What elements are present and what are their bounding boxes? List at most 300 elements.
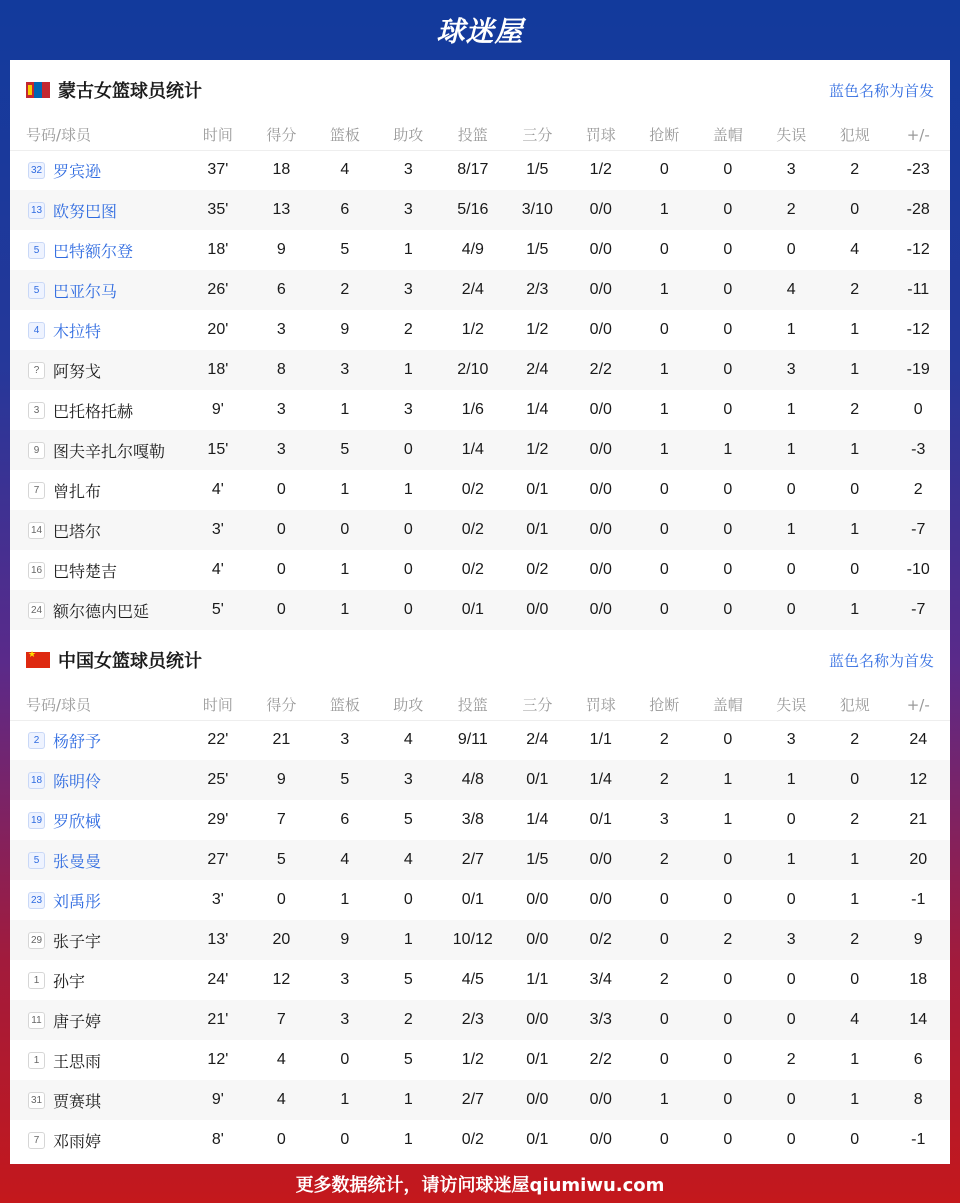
stat-cell: 2/3 bbox=[440, 1000, 506, 1040]
stat-cell: -1 bbox=[911, 891, 926, 908]
stat-cell: 0 bbox=[723, 321, 733, 338]
stat-cell: 0 bbox=[659, 1051, 669, 1068]
stat-cell: 1 bbox=[723, 811, 733, 828]
stat-cell: 9/11 bbox=[457, 731, 488, 749]
player-name-link[interactable]: 刘禹彤 bbox=[53, 891, 102, 911]
stat-cell: 4 bbox=[276, 1051, 286, 1068]
team-title: 蒙古女篮球员统计 bbox=[58, 81, 202, 102]
stat-cell: 5 bbox=[403, 971, 413, 988]
stat-cell: 0 bbox=[696, 840, 759, 880]
stat-cell: 0/1 bbox=[526, 481, 549, 498]
column-header: 抢断 bbox=[633, 120, 696, 150]
stat-cell: 4 bbox=[340, 161, 350, 179]
stat-cell: 1 bbox=[823, 350, 886, 390]
table-row[interactable] bbox=[10, 1120, 950, 1160]
stat-cell: 14 bbox=[886, 1000, 950, 1040]
player-name-link[interactable]: 贾赛琪 bbox=[53, 1091, 102, 1111]
stat-cell: 3/3 bbox=[569, 1000, 632, 1040]
stat-cell: 0 bbox=[340, 1131, 350, 1148]
stat-cell: 4' bbox=[211, 561, 224, 578]
player-name-link[interactable]: 额尔德内巴延 bbox=[53, 601, 150, 621]
stat-cell: 20 bbox=[886, 840, 950, 880]
stat-cell: 2 bbox=[823, 270, 886, 310]
table-row[interactable] bbox=[10, 550, 950, 590]
player-cell bbox=[10, 550, 186, 590]
stat-cell: 0 bbox=[723, 561, 733, 578]
stat-cell: 1 bbox=[633, 270, 696, 310]
stat-cell: 0/2 bbox=[569, 920, 632, 960]
stat-cell: 0 bbox=[377, 590, 440, 630]
stat-cell: 2 bbox=[786, 1051, 796, 1068]
stat-cell: 0 bbox=[659, 481, 669, 498]
player-cell bbox=[10, 1000, 186, 1040]
stat-cell: 1 bbox=[850, 1051, 860, 1068]
stat-cell: 12 bbox=[272, 971, 291, 988]
jersey-number-badge: 14 bbox=[28, 522, 45, 539]
stat-cell: 0 bbox=[403, 561, 413, 578]
stat-cell: 0/0 bbox=[589, 1131, 612, 1148]
stat-cell: -12 bbox=[906, 321, 930, 338]
column-header: 时间 bbox=[186, 120, 249, 150]
stat-cell: -19 bbox=[886, 350, 950, 390]
table-row[interactable] bbox=[10, 430, 950, 470]
player-name-link[interactable]: 罗欣棫 bbox=[53, 811, 102, 831]
mongolia-flag-icon bbox=[26, 82, 50, 98]
stat-cell: 1 bbox=[823, 510, 886, 550]
player-stats-table bbox=[10, 120, 950, 630]
player-name-link[interactable]: 欧努巴图 bbox=[53, 201, 118, 221]
stat-cell: 0/0 bbox=[589, 401, 612, 418]
jersey-number-badge: 5 bbox=[28, 242, 45, 259]
china-flag-icon bbox=[26, 652, 50, 668]
stat-cell: 0 bbox=[786, 481, 796, 498]
player-cell bbox=[10, 350, 186, 390]
stat-cell: 2/4 bbox=[506, 350, 569, 390]
stat-cell: 1/5 bbox=[526, 241, 549, 258]
stat-cell: 2/2 bbox=[589, 1051, 612, 1068]
player-name-link[interactable]: 木拉特 bbox=[53, 321, 102, 341]
stat-cell: 0/0 bbox=[569, 1080, 632, 1120]
table-row[interactable] bbox=[10, 1040, 950, 1080]
stat-cell: 1 bbox=[633, 350, 696, 390]
stat-cell: 0 bbox=[723, 891, 733, 908]
stat-cell: 3 bbox=[760, 350, 823, 390]
stat-cell: 0/0 bbox=[589, 321, 612, 338]
player-cell bbox=[10, 1080, 186, 1120]
table-row[interactable] bbox=[10, 760, 950, 800]
stat-cell: 2 bbox=[850, 811, 860, 828]
stat-cell: 1/4 bbox=[440, 430, 506, 470]
stat-cell: 3 bbox=[786, 161, 796, 179]
table-row[interactable] bbox=[10, 880, 950, 920]
stat-cell: 0 bbox=[276, 891, 286, 908]
player-cell bbox=[10, 150, 186, 190]
stat-cell: 12' bbox=[207, 1051, 229, 1068]
table-row[interactable] bbox=[10, 1000, 950, 1040]
column-header: 罚球 bbox=[569, 690, 632, 720]
column-header: 抢断 bbox=[633, 690, 696, 720]
stat-cell: -23 bbox=[906, 161, 930, 179]
stat-cell: 1/5 bbox=[506, 840, 569, 880]
stat-cell: 0/0 bbox=[506, 1080, 569, 1120]
table-header-row bbox=[10, 120, 950, 150]
stat-cell: 4 bbox=[250, 1080, 313, 1120]
stat-cell: 1/4 bbox=[526, 401, 549, 418]
stat-cell: 8' bbox=[211, 1131, 224, 1148]
stat-cell: 2 bbox=[850, 731, 860, 749]
player-cell bbox=[10, 190, 186, 230]
table-row[interactable] bbox=[10, 920, 950, 960]
table-row[interactable] bbox=[10, 310, 950, 350]
stats-card bbox=[10, 60, 950, 1164]
stat-cell: 13' bbox=[186, 920, 249, 960]
jersey-number-badge: 7 bbox=[28, 1132, 45, 1149]
stat-cell: 0 bbox=[786, 241, 796, 258]
stat-cell: 0 bbox=[340, 1051, 350, 1068]
player-cell bbox=[10, 880, 186, 920]
player-name-link[interactable]: 巴特额尔登 bbox=[53, 241, 134, 261]
stat-cell: 5 bbox=[313, 760, 376, 800]
stat-cell: 3 bbox=[313, 350, 376, 390]
stat-cell: 0 bbox=[633, 920, 696, 960]
stat-cell: 3 bbox=[403, 401, 413, 418]
stat-cell: 12 bbox=[886, 760, 950, 800]
stat-cell: 0 bbox=[403, 891, 413, 908]
stat-cell: 0/1 bbox=[526, 1051, 549, 1068]
stat-cell: 1 bbox=[377, 920, 440, 960]
table-row[interactable] bbox=[10, 350, 950, 390]
stat-cell: 2 bbox=[823, 920, 886, 960]
stat-cell: 0 bbox=[723, 241, 733, 258]
stat-cell: 15' bbox=[186, 430, 249, 470]
table-row[interactable] bbox=[10, 800, 950, 840]
player-name-link[interactable]: 巴托格托赫 bbox=[53, 401, 134, 421]
stat-cell: 35' bbox=[186, 190, 249, 230]
stat-cell: 0/2 bbox=[461, 561, 484, 578]
stat-cell: 0 bbox=[276, 1131, 286, 1148]
player-name-link[interactable]: 邓雨婷 bbox=[53, 1131, 102, 1151]
stat-cell: 2 bbox=[633, 760, 696, 800]
player-name-link[interactable]: 图夫辛扎尔嘎勒 bbox=[53, 441, 166, 461]
stat-cell: 0 bbox=[723, 971, 733, 988]
stat-cell: 0/2 bbox=[461, 1131, 484, 1148]
stat-cell: -28 bbox=[886, 190, 950, 230]
stat-cell: 1/2 bbox=[461, 1051, 484, 1068]
jersey-number-badge: 2 bbox=[28, 732, 45, 749]
stat-cell: 0 bbox=[250, 590, 313, 630]
stat-cell: 0 bbox=[276, 481, 286, 498]
player-cell bbox=[10, 230, 186, 270]
table-header-row bbox=[10, 690, 950, 720]
table-row[interactable] bbox=[10, 720, 950, 760]
player-name-link[interactable]: 张曼曼 bbox=[53, 851, 102, 871]
table-row[interactable] bbox=[10, 470, 950, 510]
player-name-link[interactable]: 张子宇 bbox=[53, 931, 102, 951]
table-row[interactable] bbox=[10, 840, 950, 880]
stat-cell: 3 bbox=[786, 731, 796, 749]
stat-cell: 0 bbox=[377, 510, 440, 550]
stat-cell: 0 bbox=[723, 481, 733, 498]
stat-cell: 0 bbox=[786, 811, 796, 828]
jersey-number-badge: 4 bbox=[28, 322, 45, 339]
table-row[interactable] bbox=[10, 510, 950, 550]
column-header: 助攻 bbox=[377, 120, 440, 150]
jersey-number-badge: 7 bbox=[28, 482, 45, 499]
stat-cell: 1 bbox=[340, 561, 350, 578]
stat-cell: 1 bbox=[786, 401, 796, 418]
player-name-link[interactable]: 曾扎布 bbox=[53, 481, 102, 501]
stat-cell: 2 bbox=[850, 401, 860, 418]
stat-cell: 1/4 bbox=[569, 760, 632, 800]
stat-cell: 1/2 bbox=[506, 430, 569, 470]
stat-cell: 0/0 bbox=[506, 920, 569, 960]
column-header-player: 号码/球员 bbox=[10, 120, 186, 150]
stat-cell: 1 bbox=[850, 321, 860, 338]
stat-cell: 4 bbox=[377, 840, 440, 880]
player-cell bbox=[10, 590, 186, 630]
column-header-player: 号码/球员 bbox=[10, 690, 186, 720]
stat-cell: 0/0 bbox=[569, 190, 632, 230]
table-row[interactable] bbox=[10, 190, 950, 230]
stat-cell: 3/4 bbox=[589, 971, 612, 988]
stat-cell: 0/1 bbox=[506, 760, 569, 800]
stat-cell: 1 bbox=[633, 1080, 696, 1120]
table-row[interactable] bbox=[10, 1080, 950, 1120]
player-name-link[interactable]: 唐子婷 bbox=[53, 1011, 102, 1031]
stat-cell: 18 bbox=[272, 161, 291, 179]
table-row[interactable] bbox=[10, 230, 950, 270]
player-name-link[interactable]: 陈明伶 bbox=[53, 771, 102, 791]
stat-cell: 1/1 bbox=[589, 731, 612, 749]
stat-cell: 18' bbox=[207, 241, 229, 258]
stat-cell: 0 bbox=[659, 1131, 669, 1148]
player-cell bbox=[10, 960, 186, 1000]
column-header: 篮板 bbox=[313, 690, 376, 720]
stat-cell: 9' bbox=[186, 1080, 249, 1120]
stat-cell: 18' bbox=[186, 350, 249, 390]
stat-cell: 2 bbox=[403, 321, 413, 338]
stat-cell: 0 bbox=[377, 430, 440, 470]
table-row[interactable] bbox=[10, 960, 950, 1000]
stat-cell: 0 bbox=[850, 561, 860, 578]
stat-cell: 21 bbox=[909, 811, 928, 828]
table-row[interactable] bbox=[10, 590, 950, 630]
brand-logo: 球迷屋 bbox=[436, 15, 524, 48]
jersey-number-badge: 11 bbox=[28, 1012, 45, 1029]
stat-cell: 0 bbox=[786, 1131, 796, 1148]
stat-cell: 0/0 bbox=[506, 1000, 569, 1040]
stat-cell: 0/2 bbox=[440, 510, 506, 550]
stat-cell: -3 bbox=[886, 430, 950, 470]
stat-cell: 4/5 bbox=[461, 971, 484, 988]
stat-cell: 2 bbox=[377, 1000, 440, 1040]
stat-cell: 0 bbox=[786, 891, 796, 908]
stat-cell: 3/10 bbox=[506, 190, 569, 230]
stat-cell: 5 bbox=[313, 430, 376, 470]
team-section-mongolia bbox=[10, 60, 950, 630]
stat-cell: 27' bbox=[186, 840, 249, 880]
jersey-number-badge: 16 bbox=[28, 562, 45, 579]
player-name-link[interactable]: 孙宇 bbox=[53, 971, 86, 991]
stat-cell: 1 bbox=[659, 401, 669, 418]
stat-cell: 0/0 bbox=[506, 590, 569, 630]
stat-cell: -12 bbox=[906, 241, 930, 258]
stat-cell: 3 bbox=[313, 1000, 376, 1040]
team-title: 中国女篮球员统计 bbox=[58, 651, 202, 672]
stat-cell: 0 bbox=[760, 1080, 823, 1120]
stat-cell: 3' bbox=[186, 510, 249, 550]
jersey-number-badge: 1 bbox=[28, 1052, 45, 1069]
stat-cell: 6 bbox=[913, 1051, 923, 1068]
stat-cell: 2/3 bbox=[506, 270, 569, 310]
player-name-link[interactable]: 巴亚尔马 bbox=[53, 281, 118, 301]
stat-cell: 1/2 bbox=[461, 321, 484, 338]
stat-cell: 0 bbox=[723, 161, 733, 179]
player-cell bbox=[10, 920, 186, 960]
stat-cell: 2 bbox=[760, 190, 823, 230]
column-header: 罚球 bbox=[569, 120, 632, 150]
table-row[interactable] bbox=[10, 150, 950, 190]
jersey-number-badge: 32 bbox=[28, 162, 45, 179]
player-name-link[interactable]: 巴塔尔 bbox=[53, 521, 102, 541]
stat-cell: 0 bbox=[659, 561, 669, 578]
player-cell bbox=[10, 310, 186, 350]
stat-cell: 0/0 bbox=[589, 561, 612, 578]
table-row[interactable] bbox=[10, 270, 950, 310]
player-name-link[interactable]: 罗宾逊 bbox=[53, 161, 102, 181]
stat-cell: 0 bbox=[696, 590, 759, 630]
stat-cell: 3 bbox=[403, 161, 413, 179]
column-header: 得分 bbox=[250, 690, 313, 720]
stat-cell: 8/17 bbox=[457, 161, 489, 179]
stat-cell: 9 bbox=[313, 920, 376, 960]
player-cell bbox=[10, 1120, 186, 1160]
stat-cell: 1 bbox=[823, 840, 886, 880]
section-header bbox=[10, 630, 950, 690]
stat-cell: 5 bbox=[250, 840, 313, 880]
stat-cell: 2 bbox=[633, 840, 696, 880]
stat-cell: 0/0 bbox=[569, 510, 632, 550]
stat-cell: 0/0 bbox=[569, 840, 632, 880]
stat-cell: 1 bbox=[340, 401, 350, 418]
stat-cell: 3 bbox=[276, 321, 286, 338]
stat-cell: -10 bbox=[906, 561, 930, 578]
stat-cell: 0 bbox=[850, 481, 860, 498]
stat-cell: 0 bbox=[659, 161, 669, 179]
stat-cell: 21 bbox=[272, 731, 291, 749]
stat-cell: 9 bbox=[276, 241, 286, 258]
column-header: 篮板 bbox=[313, 120, 376, 150]
stat-cell: 0 bbox=[313, 510, 376, 550]
stat-cell: 10/12 bbox=[440, 920, 506, 960]
stat-cell: 1 bbox=[760, 840, 823, 880]
stat-cell: 2 bbox=[659, 731, 669, 749]
stat-cell: 3 bbox=[250, 430, 313, 470]
column-header: +/- bbox=[886, 120, 950, 150]
stat-cell: 0/1 bbox=[589, 811, 612, 828]
jersey-number-badge: 31 bbox=[28, 1092, 45, 1109]
column-header: 犯规 bbox=[823, 120, 886, 150]
column-header: 失误 bbox=[760, 690, 823, 720]
stat-cell: 6 bbox=[313, 190, 376, 230]
stat-cell: 0 bbox=[696, 190, 759, 230]
player-cell bbox=[10, 800, 186, 840]
player-cell bbox=[10, 760, 186, 800]
stat-cell: 0 bbox=[823, 760, 886, 800]
stat-cell: 0/1 bbox=[526, 1131, 549, 1148]
jersey-number-badge: ? bbox=[28, 362, 45, 379]
stat-cell: 0 bbox=[786, 971, 796, 988]
stat-cell: 1/6 bbox=[461, 401, 484, 418]
stat-cell: 0 bbox=[659, 321, 669, 338]
column-header: 三分 bbox=[506, 120, 569, 150]
jersey-number-badge: 24 bbox=[28, 602, 45, 619]
jersey-number-badge: 23 bbox=[28, 892, 45, 909]
stat-cell: 0 bbox=[250, 510, 313, 550]
column-header: 投篮 bbox=[440, 120, 506, 150]
stat-cell: 1 bbox=[313, 590, 376, 630]
stat-cell: 0/1 bbox=[461, 891, 484, 908]
stat-cell: 0 bbox=[723, 1051, 733, 1068]
stat-cell: 1 bbox=[313, 1080, 376, 1120]
stat-cell: 3 bbox=[659, 811, 669, 828]
stat-cell: 0/0 bbox=[569, 270, 632, 310]
jersey-number-badge: 19 bbox=[28, 812, 45, 829]
stat-cell: 1 bbox=[696, 430, 759, 470]
stat-cell: 0/0 bbox=[569, 430, 632, 470]
stat-cell: 5/16 bbox=[440, 190, 506, 230]
player-cell bbox=[10, 840, 186, 880]
stat-cell: 8 bbox=[250, 350, 313, 390]
table-row[interactable] bbox=[10, 390, 950, 430]
stat-cell: 3/8 bbox=[461, 811, 484, 828]
stat-cell: 0 bbox=[723, 401, 733, 418]
stat-cell: 0 bbox=[786, 561, 796, 578]
stat-cell: 1 bbox=[786, 321, 796, 338]
stat-cell: 1 bbox=[850, 891, 860, 908]
section-title-group bbox=[26, 77, 202, 103]
column-header: 盖帽 bbox=[696, 690, 759, 720]
stat-cell: 0 bbox=[850, 971, 860, 988]
player-name-link[interactable]: 杨舒予 bbox=[53, 731, 102, 751]
stat-cell: 0/0 bbox=[589, 481, 612, 498]
stat-cell: 9' bbox=[211, 401, 224, 418]
player-name-link[interactable]: 阿努戈 bbox=[53, 361, 102, 381]
stat-cell: -11 bbox=[886, 270, 950, 310]
stat-cell: 25' bbox=[186, 760, 249, 800]
column-header: +/- bbox=[886, 690, 950, 720]
stat-cell: 20 bbox=[250, 920, 313, 960]
jersey-number-badge: 5 bbox=[28, 282, 45, 299]
player-name-link[interactable]: 王思雨 bbox=[53, 1051, 102, 1071]
stat-cell: 5 bbox=[340, 241, 350, 258]
stat-cell: 1 bbox=[760, 510, 823, 550]
stat-cell: 1 bbox=[760, 430, 823, 470]
stat-cell: 0 bbox=[723, 1131, 733, 1148]
player-cell bbox=[10, 1040, 186, 1080]
stat-cell: 3 bbox=[276, 401, 286, 418]
stat-cell: 2 bbox=[696, 920, 759, 960]
stat-cell: 0 bbox=[850, 1131, 860, 1148]
column-header: 投篮 bbox=[440, 690, 506, 720]
stat-cell: 4/8 bbox=[440, 760, 506, 800]
stat-cell: 1 bbox=[403, 241, 413, 258]
stat-cell: 1 bbox=[403, 1131, 413, 1148]
player-name-link[interactable]: 巴特楚吉 bbox=[53, 561, 118, 581]
jersey-number-badge: 3 bbox=[28, 402, 45, 419]
stat-cell: 3' bbox=[211, 891, 224, 908]
jersey-number-badge: 29 bbox=[28, 932, 45, 949]
